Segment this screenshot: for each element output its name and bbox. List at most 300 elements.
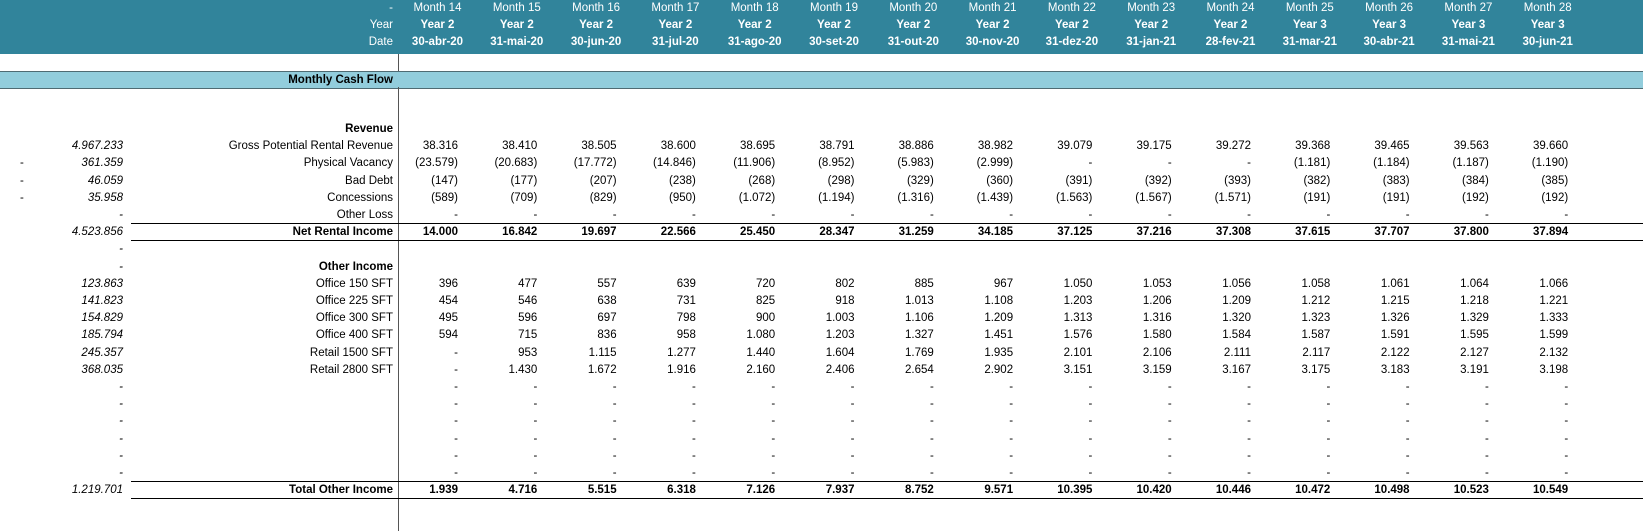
- value-cell[interactable]: -: [1405, 432, 1410, 445]
- header-year-cell[interactable]: Year 2: [1134, 19, 1169, 31]
- value-cell[interactable]: 10.420: [1136, 484, 1172, 497]
- value-cell[interactable]: 14.000: [422, 226, 458, 239]
- value-cell[interactable]: 39.465: [1374, 140, 1410, 153]
- value-cell[interactable]: 1.604: [825, 346, 855, 359]
- header-month-cell[interactable]: Month 23: [1127, 2, 1176, 14]
- header-month-cell[interactable]: Month 26: [1365, 2, 1414, 14]
- header-date-cell[interactable]: 28-fev-21: [1205, 36, 1256, 48]
- negative-marker[interactable]: -: [20, 191, 24, 204]
- value-cell[interactable]: -: [850, 449, 855, 462]
- value-cell[interactable]: (298): [827, 174, 855, 187]
- value-cell[interactable]: -: [929, 381, 934, 393]
- value-cell[interactable]: -: [1009, 209, 1014, 221]
- value-cell[interactable]: 37.894: [1533, 226, 1569, 239]
- value-cell[interactable]: 38.695: [740, 140, 776, 153]
- value-cell[interactable]: -: [692, 432, 696, 445]
- value-cell[interactable]: 37.800: [1453, 226, 1489, 239]
- value-cell[interactable]: -: [1088, 449, 1093, 462]
- value-cell[interactable]: 1.209: [984, 312, 1014, 325]
- value-cell[interactable]: (1.072): [738, 191, 776, 204]
- value-cell[interactable]: -: [612, 415, 617, 428]
- value-cell[interactable]: 477: [518, 277, 538, 290]
- value-cell[interactable]: -: [1247, 415, 1251, 428]
- value-cell[interactable]: 3.151: [1063, 363, 1093, 376]
- header-date-cell[interactable]: 30-nov-20: [965, 36, 1020, 48]
- value-cell[interactable]: -: [1009, 432, 1014, 445]
- value-cell[interactable]: (1.563): [1055, 191, 1093, 204]
- header-year-cell[interactable]: Year 2: [817, 19, 851, 31]
- value-cell[interactable]: -: [1167, 209, 1172, 221]
- row-total-cell[interactable]: -: [119, 243, 123, 256]
- value-cell[interactable]: 2.127: [1460, 346, 1489, 359]
- value-cell[interactable]: 10.549: [1533, 484, 1569, 497]
- value-cell[interactable]: 1.215: [1380, 295, 1410, 307]
- value-cell[interactable]: -: [850, 467, 855, 479]
- value-cell[interactable]: (391): [1065, 174, 1093, 187]
- value-cell[interactable]: -: [1009, 415, 1014, 428]
- header-month-cell[interactable]: Month 27: [1444, 2, 1493, 14]
- value-cell[interactable]: -: [1167, 449, 1172, 462]
- value-cell[interactable]: -: [850, 398, 855, 411]
- row-label-cell[interactable]: Revenue: [345, 123, 393, 135]
- value-cell[interactable]: -: [1009, 467, 1014, 479]
- value-cell[interactable]: -: [1405, 449, 1410, 462]
- value-cell[interactable]: -: [771, 381, 776, 393]
- value-cell[interactable]: 1.587: [1301, 329, 1331, 342]
- row-total-cell[interactable]: -: [119, 260, 123, 273]
- header-month-cell[interactable]: Month 25: [1285, 2, 1334, 14]
- header-year-cell[interactable]: Year 2: [1054, 19, 1089, 31]
- value-cell[interactable]: 639: [676, 277, 696, 290]
- value-cell[interactable]: 25.450: [740, 226, 776, 239]
- value-cell[interactable]: -: [1088, 415, 1093, 428]
- row-total-cell[interactable]: 123.863: [81, 277, 123, 290]
- row-total-cell[interactable]: 46.059: [87, 174, 123, 187]
- header-year-cell[interactable]: Year 3: [1292, 19, 1327, 31]
- value-cell[interactable]: -: [1485, 381, 1489, 393]
- value-cell[interactable]: -: [533, 449, 538, 462]
- value-cell[interactable]: 1.003: [825, 312, 855, 325]
- row-total-cell[interactable]: 141.823: [81, 295, 123, 307]
- value-cell[interactable]: 38.505: [581, 140, 617, 153]
- negative-marker[interactable]: -: [20, 174, 24, 187]
- value-cell[interactable]: 1.769: [905, 346, 934, 359]
- header-date-cell[interactable]: 31-out-20: [887, 36, 939, 48]
- value-cell[interactable]: 1.108: [984, 295, 1014, 307]
- header-year-cell[interactable]: Year 2: [658, 19, 693, 31]
- value-cell[interactable]: 1.212: [1301, 295, 1331, 307]
- value-cell[interactable]: 1.050: [1063, 277, 1093, 290]
- row-label-cell[interactable]: Office 400 SFT: [315, 329, 393, 342]
- value-cell[interactable]: 22.566: [660, 226, 696, 239]
- value-cell[interactable]: -: [1247, 432, 1251, 445]
- value-cell[interactable]: 1.064: [1460, 277, 1489, 290]
- value-cell[interactable]: (11.906): [733, 157, 776, 170]
- value-cell[interactable]: 38.791: [819, 140, 855, 153]
- value-cell[interactable]: -: [1405, 467, 1410, 479]
- value-cell[interactable]: (392): [1144, 174, 1172, 187]
- header-month-cell[interactable]: Month 22: [1047, 2, 1096, 14]
- value-cell[interactable]: (950): [669, 191, 696, 204]
- value-cell[interactable]: 2.117: [1302, 346, 1331, 359]
- value-cell[interactable]: -: [1009, 449, 1014, 462]
- value-cell[interactable]: -: [771, 467, 776, 479]
- value-cell[interactable]: 28.347: [819, 226, 855, 239]
- value-cell[interactable]: 836: [597, 329, 617, 342]
- header-year-cell[interactable]: Year 2: [737, 19, 772, 31]
- value-cell[interactable]: 1.013: [905, 295, 934, 307]
- value-cell[interactable]: 1.329: [1460, 312, 1489, 325]
- header-year-cell[interactable]: Year 2: [579, 19, 614, 31]
- value-cell[interactable]: 37.125: [1057, 226, 1093, 239]
- value-cell[interactable]: -: [929, 209, 934, 221]
- header-year-cell[interactable]: Year 2: [1213, 19, 1248, 31]
- value-cell[interactable]: 495: [438, 312, 458, 325]
- value-cell[interactable]: -: [850, 381, 855, 393]
- value-cell[interactable]: -: [1564, 449, 1569, 462]
- header-year-cell[interactable]: Year 2: [896, 19, 931, 31]
- value-cell[interactable]: (384): [1462, 174, 1489, 187]
- value-cell[interactable]: 1.203: [1063, 295, 1093, 307]
- value-cell[interactable]: 39.272: [1215, 140, 1251, 153]
- value-cell[interactable]: 546: [518, 295, 538, 307]
- value-cell[interactable]: -: [1247, 467, 1251, 479]
- value-cell[interactable]: -: [692, 381, 696, 393]
- header-year-cell[interactable]: Year 3: [1451, 19, 1486, 31]
- value-cell[interactable]: 715: [518, 329, 538, 342]
- value-cell[interactable]: 900: [756, 312, 776, 325]
- value-cell[interactable]: 39.175: [1136, 140, 1172, 153]
- value-cell[interactable]: -: [454, 449, 458, 462]
- value-cell[interactable]: -: [1167, 432, 1172, 445]
- value-cell[interactable]: -: [1326, 432, 1331, 445]
- value-cell[interactable]: -: [612, 467, 617, 479]
- value-cell[interactable]: (829): [589, 191, 617, 204]
- value-cell[interactable]: 1.313: [1063, 312, 1093, 325]
- value-cell[interactable]: 2.122: [1380, 346, 1410, 359]
- value-cell[interactable]: -: [692, 467, 696, 479]
- value-cell[interactable]: 396: [438, 277, 458, 290]
- value-cell[interactable]: 3.198: [1539, 363, 1569, 376]
- value-cell[interactable]: -: [454, 381, 458, 393]
- value-cell[interactable]: -: [850, 432, 855, 445]
- value-cell[interactable]: 731: [676, 295, 696, 307]
- value-cell[interactable]: -: [1247, 398, 1251, 411]
- negative-marker[interactable]: -: [20, 157, 24, 170]
- value-cell[interactable]: -: [1326, 449, 1331, 462]
- value-cell[interactable]: (1.567): [1135, 191, 1172, 204]
- header-month-cell[interactable]: Month 21: [968, 2, 1017, 14]
- header-date-cell[interactable]: 31-jan-21: [1126, 36, 1177, 48]
- value-cell[interactable]: 10.523: [1453, 484, 1489, 497]
- value-cell[interactable]: -: [612, 398, 617, 411]
- value-cell[interactable]: 1.115: [588, 346, 617, 359]
- row-total-cell[interactable]: 4.523.856: [71, 226, 123, 239]
- header-year-cell[interactable]: Year 3: [1530, 19, 1565, 31]
- row-label-cell[interactable]: Concessions: [327, 191, 393, 204]
- value-cell[interactable]: -: [454, 467, 458, 479]
- value-cell[interactable]: 5.515: [587, 484, 617, 497]
- value-cell[interactable]: 10.498: [1374, 484, 1410, 497]
- value-cell[interactable]: 1.053: [1142, 277, 1172, 290]
- value-cell[interactable]: -: [1247, 381, 1251, 393]
- row-label-cell[interactable]: Bad Debt: [345, 174, 393, 187]
- value-cell[interactable]: 885: [914, 277, 934, 290]
- row-total-cell[interactable]: 245.357: [81, 346, 123, 359]
- value-cell[interactable]: 967: [993, 277, 1014, 290]
- value-cell[interactable]: -: [929, 449, 934, 462]
- value-cell[interactable]: -: [1485, 415, 1489, 428]
- value-cell[interactable]: -: [1167, 398, 1172, 411]
- value-cell[interactable]: 1.106: [905, 312, 934, 325]
- value-cell[interactable]: -: [533, 415, 538, 428]
- value-cell[interactable]: -: [1167, 157, 1172, 170]
- value-cell[interactable]: -: [692, 449, 696, 462]
- value-cell[interactable]: 557: [597, 277, 617, 290]
- row-label-cell[interactable]: Gross Potential Rental Revenue: [228, 140, 393, 153]
- value-cell[interactable]: 16.842: [502, 226, 538, 239]
- header-date-cell[interactable]: 30-set-20: [809, 36, 859, 48]
- value-cell[interactable]: (589): [431, 191, 458, 204]
- value-cell[interactable]: -: [1247, 209, 1251, 221]
- value-cell[interactable]: (268): [748, 174, 776, 187]
- value-cell[interactable]: (177): [510, 174, 538, 187]
- value-cell[interactable]: 8.752: [905, 484, 934, 497]
- value-cell[interactable]: (20.683): [494, 157, 538, 170]
- value-cell[interactable]: (17.772): [573, 157, 617, 170]
- value-cell[interactable]: 1.451: [984, 329, 1014, 342]
- value-cell[interactable]: (393): [1224, 174, 1251, 187]
- header-year-cell[interactable]: Year 2: [499, 19, 534, 31]
- row-label-cell[interactable]: Total Other Income: [289, 484, 393, 497]
- value-cell[interactable]: 2.406: [825, 363, 855, 376]
- value-cell[interactable]: 10.395: [1057, 484, 1093, 497]
- value-cell[interactable]: 38.982: [977, 140, 1014, 153]
- header-date-cell[interactable]: 31-mai-21: [1441, 36, 1495, 48]
- value-cell[interactable]: -: [1167, 381, 1172, 393]
- header-date-cell[interactable]: 30-abr-20: [411, 36, 464, 48]
- value-cell[interactable]: -: [1564, 415, 1569, 428]
- value-cell[interactable]: -: [771, 398, 776, 411]
- value-cell[interactable]: (191): [1382, 191, 1410, 204]
- value-cell[interactable]: (1.571): [1214, 191, 1251, 204]
- value-cell[interactable]: 454: [438, 295, 458, 307]
- value-cell[interactable]: 1.580: [1142, 329, 1172, 342]
- row-total-cell[interactable]: -: [119, 449, 123, 462]
- value-cell[interactable]: 38.316: [422, 140, 458, 153]
- value-cell[interactable]: (8.952): [818, 157, 855, 170]
- value-cell[interactable]: 3.175: [1301, 363, 1331, 376]
- value-cell[interactable]: 1.320: [1222, 312, 1251, 325]
- value-cell[interactable]: 37.308: [1215, 226, 1251, 239]
- value-cell[interactable]: 1.061: [1380, 277, 1410, 290]
- header-date-cell[interactable]: 31-mar-21: [1282, 36, 1337, 48]
- value-cell[interactable]: 37.615: [1295, 226, 1331, 239]
- value-cell[interactable]: (1.187): [1452, 157, 1489, 170]
- value-cell[interactable]: -: [771, 209, 776, 221]
- value-cell[interactable]: -: [1485, 209, 1489, 221]
- value-cell[interactable]: -: [1564, 381, 1569, 393]
- header-month-cell[interactable]: Month 18: [730, 2, 779, 14]
- value-cell[interactable]: 2.654: [905, 363, 934, 376]
- value-cell[interactable]: (23.579): [415, 157, 458, 170]
- value-cell[interactable]: -: [1088, 432, 1093, 445]
- value-cell[interactable]: 1.935: [984, 346, 1014, 359]
- row-label-cell[interactable]: Net Rental Income: [292, 226, 393, 239]
- value-cell[interactable]: 1.056: [1222, 277, 1251, 290]
- value-cell[interactable]: 10.472: [1295, 484, 1331, 497]
- value-cell[interactable]: 31.259: [898, 226, 934, 239]
- value-cell[interactable]: 38.886: [898, 140, 934, 153]
- header-month-cell[interactable]: Month 19: [810, 2, 858, 14]
- row-label-cell[interactable]: Retail 1500 SFT: [309, 346, 393, 359]
- value-cell[interactable]: -: [533, 381, 538, 393]
- row-total-cell[interactable]: -: [119, 398, 123, 411]
- value-cell[interactable]: (14.846): [653, 157, 696, 170]
- row-total-cell[interactable]: 185.794: [81, 329, 123, 342]
- value-cell[interactable]: -: [1088, 157, 1093, 170]
- value-cell[interactable]: -: [1564, 398, 1569, 411]
- value-cell[interactable]: 1.058: [1301, 277, 1331, 290]
- value-cell[interactable]: 1.221: [1539, 295, 1569, 307]
- value-cell[interactable]: (709): [510, 191, 538, 204]
- section-title[interactable]: Monthly Cash Flow: [288, 74, 393, 86]
- value-cell[interactable]: (191): [1303, 191, 1331, 204]
- value-cell[interactable]: 1.066: [1539, 277, 1569, 290]
- row-total-cell[interactable]: 1.219.701: [71, 484, 123, 497]
- value-cell[interactable]: 1.218: [1460, 295, 1489, 307]
- value-cell[interactable]: -: [929, 467, 934, 479]
- row-total-cell[interactable]: -: [119, 209, 123, 221]
- value-cell[interactable]: 1.576: [1063, 329, 1093, 342]
- value-cell[interactable]: 2.902: [984, 363, 1014, 376]
- value-cell[interactable]: -: [454, 363, 458, 376]
- value-cell[interactable]: -: [771, 449, 776, 462]
- value-cell[interactable]: (385): [1541, 174, 1569, 187]
- value-cell[interactable]: (192): [1541, 191, 1569, 204]
- value-cell[interactable]: 1.323: [1301, 312, 1331, 325]
- value-cell[interactable]: -: [1326, 398, 1331, 411]
- value-cell[interactable]: 596: [518, 312, 538, 325]
- value-cell[interactable]: -: [1564, 209, 1569, 221]
- value-cell[interactable]: -: [533, 432, 538, 445]
- header-month-cell[interactable]: Month 16: [572, 2, 621, 14]
- value-cell[interactable]: 825: [756, 295, 776, 307]
- value-cell[interactable]: 1.672: [587, 363, 617, 376]
- value-cell[interactable]: 638: [597, 295, 617, 307]
- value-cell[interactable]: 7.937: [825, 484, 855, 497]
- value-cell[interactable]: -: [771, 415, 776, 428]
- value-cell[interactable]: 720: [756, 277, 776, 290]
- header-date-cell[interactable]: 30-jun-21: [1522, 36, 1573, 48]
- row-label-cell[interactable]: Office 300 SFT: [315, 312, 393, 325]
- value-cell[interactable]: -: [1167, 467, 1172, 479]
- value-cell[interactable]: (1.184): [1373, 157, 1410, 170]
- value-cell[interactable]: 1.595: [1460, 329, 1489, 342]
- header-date-cell[interactable]: 31-mai-20: [490, 36, 544, 48]
- value-cell[interactable]: 2.160: [746, 363, 776, 376]
- value-cell[interactable]: -: [454, 398, 458, 411]
- value-cell[interactable]: -: [771, 432, 776, 445]
- value-cell[interactable]: -: [454, 209, 458, 221]
- value-cell[interactable]: (147): [431, 174, 458, 187]
- value-cell[interactable]: -: [612, 449, 617, 462]
- value-cell[interactable]: -: [1405, 209, 1410, 221]
- header-year-cell[interactable]: Year 3: [1372, 19, 1407, 31]
- header-date-cell[interactable]: 30-abr-21: [1363, 36, 1415, 48]
- value-cell[interactable]: 953: [518, 346, 538, 359]
- value-cell[interactable]: 798: [676, 312, 696, 325]
- value-cell[interactable]: -: [1326, 467, 1331, 479]
- value-cell[interactable]: -: [1326, 381, 1331, 393]
- header-year-cell[interactable]: Year 2: [420, 19, 455, 31]
- value-cell[interactable]: -: [850, 415, 855, 428]
- value-cell[interactable]: 39.368: [1295, 140, 1331, 153]
- value-cell[interactable]: (1.194): [818, 191, 855, 204]
- value-cell[interactable]: 1.939: [429, 484, 458, 497]
- value-cell[interactable]: 697: [597, 312, 617, 325]
- value-cell[interactable]: -: [929, 432, 934, 445]
- value-cell[interactable]: -: [1009, 398, 1014, 411]
- value-cell[interactable]: -: [1485, 449, 1489, 462]
- value-cell[interactable]: (192): [1462, 191, 1489, 204]
- value-cell[interactable]: -: [1088, 381, 1093, 393]
- value-cell[interactable]: -: [1564, 432, 1569, 445]
- value-cell[interactable]: 1.440: [746, 346, 776, 359]
- value-cell[interactable]: (1.190): [1531, 157, 1569, 170]
- header-date-cell[interactable]: 31-dez-20: [1045, 36, 1099, 48]
- value-cell[interactable]: 3.183: [1380, 363, 1410, 376]
- value-cell[interactable]: 10.446: [1215, 484, 1251, 497]
- row-label-cell[interactable]: Office 225 SFT: [315, 295, 393, 307]
- value-cell[interactable]: 958: [676, 329, 696, 342]
- header-month-cell[interactable]: Month 20: [889, 2, 938, 14]
- value-cell[interactable]: -: [1326, 415, 1331, 428]
- value-cell[interactable]: -: [612, 432, 617, 445]
- value-cell[interactable]: (1.316): [897, 191, 934, 204]
- row-total-cell[interactable]: 4.967.233: [71, 140, 123, 153]
- header-month-cell[interactable]: Month 15: [492, 2, 541, 14]
- value-cell[interactable]: 19.697: [581, 226, 617, 239]
- value-cell[interactable]: -: [1009, 381, 1014, 393]
- header-date-cell[interactable]: 31-jul-20: [652, 36, 699, 48]
- value-cell[interactable]: 1.327: [905, 329, 934, 342]
- header-month-cell[interactable]: Month 14: [413, 2, 462, 14]
- value-cell[interactable]: (383): [1382, 174, 1410, 187]
- value-cell[interactable]: -: [1405, 381, 1410, 393]
- value-cell[interactable]: 2.106: [1142, 346, 1172, 359]
- value-cell[interactable]: -: [1485, 432, 1489, 445]
- value-cell[interactable]: (207): [589, 174, 617, 187]
- value-cell[interactable]: 39.079: [1057, 140, 1093, 153]
- value-cell[interactable]: 38.600: [660, 140, 696, 153]
- value-cell[interactable]: (2.999): [976, 157, 1014, 170]
- value-cell[interactable]: -: [1564, 467, 1569, 479]
- row-total-cell[interactable]: -: [119, 432, 123, 445]
- value-cell[interactable]: 1.916: [667, 363, 696, 376]
- value-cell[interactable]: -: [1088, 398, 1093, 411]
- value-cell[interactable]: 2.132: [1539, 346, 1569, 359]
- value-cell[interactable]: (360): [986, 174, 1014, 187]
- value-cell[interactable]: 34.185: [977, 226, 1014, 239]
- header-date-cell[interactable]: 30-jun-20: [570, 36, 622, 48]
- value-cell[interactable]: -: [533, 398, 538, 411]
- row-label-cell[interactable]: Other Loss: [336, 209, 393, 221]
- value-cell[interactable]: (1.439): [976, 191, 1014, 204]
- value-cell[interactable]: 3.191: [1460, 363, 1489, 376]
- value-cell[interactable]: 2.111: [1223, 346, 1251, 359]
- row-total-cell[interactable]: -: [119, 467, 123, 479]
